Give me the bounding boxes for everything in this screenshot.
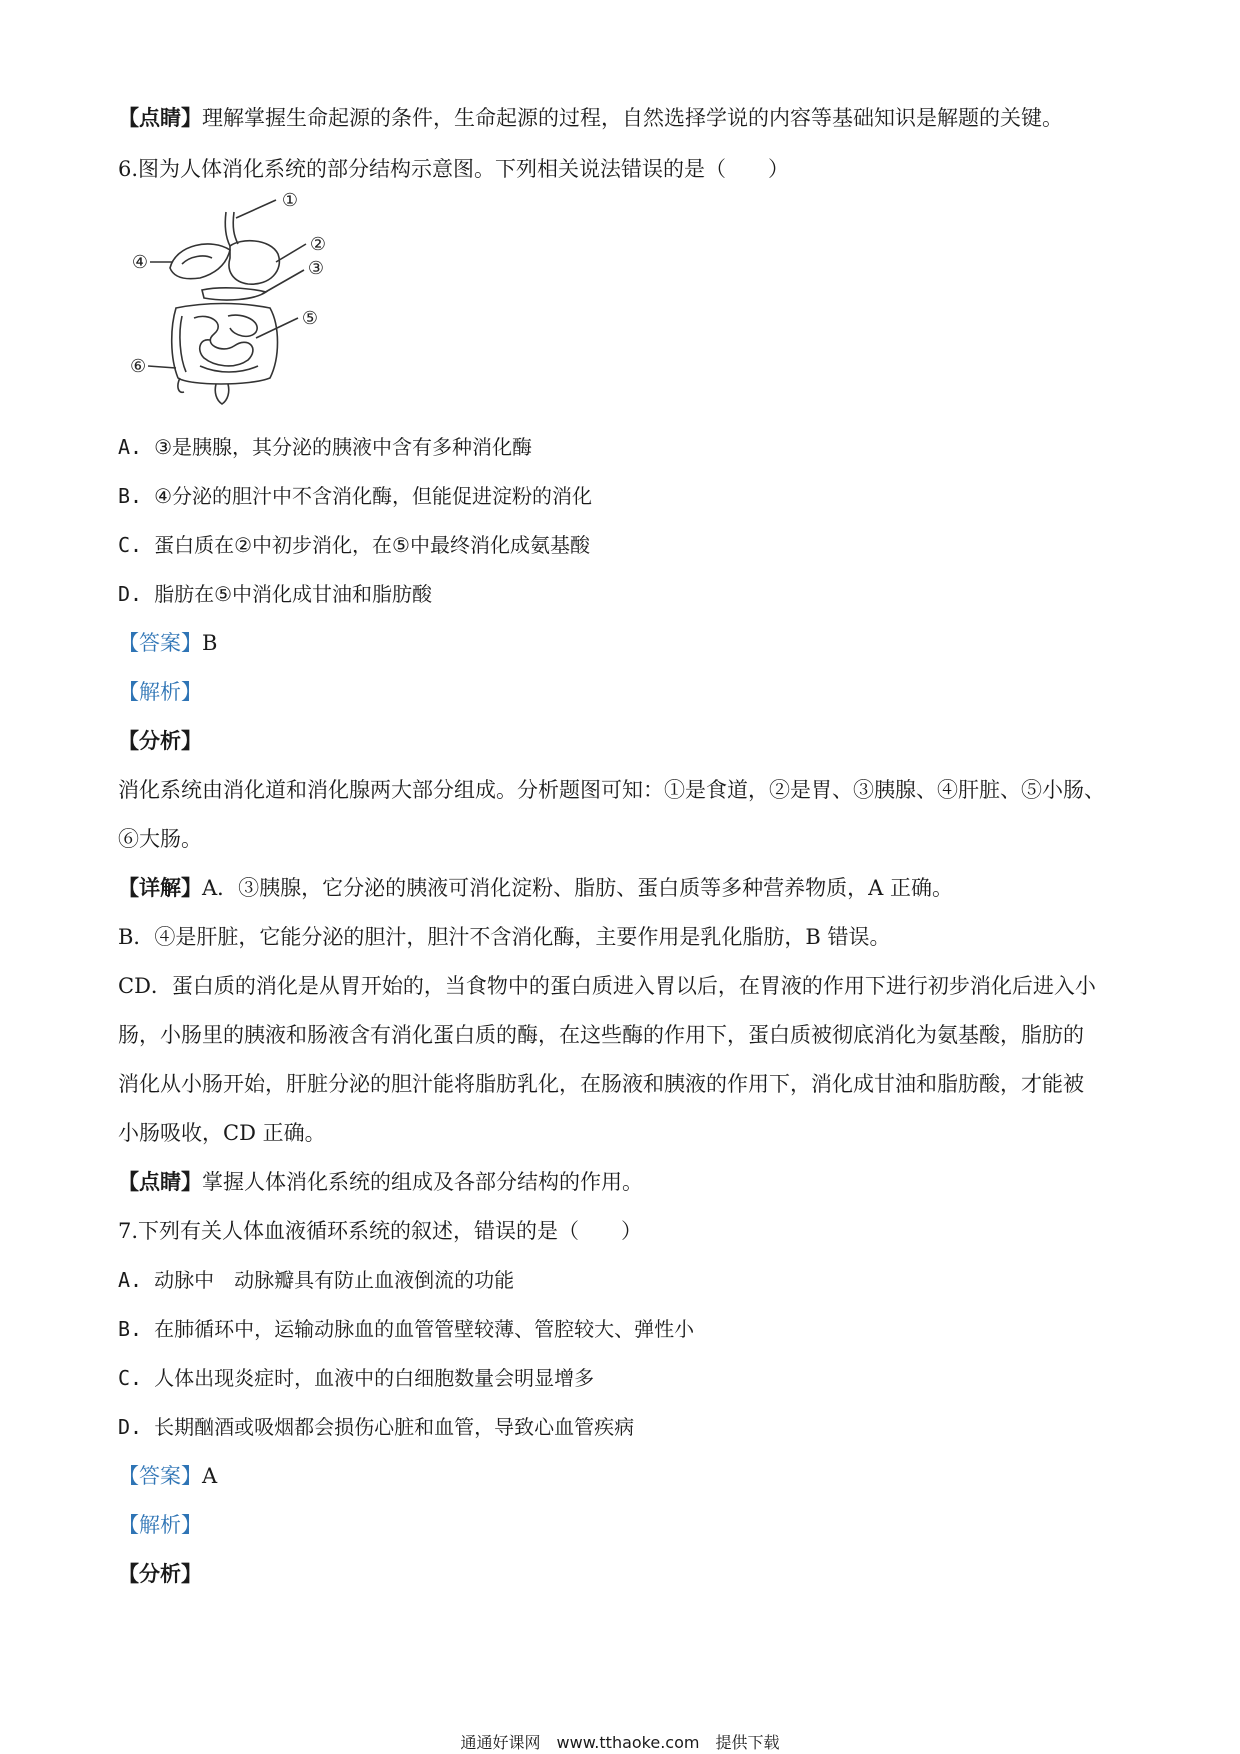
q6-detail-cd-4: 小肠吸收，CD 正确。 xyxy=(118,1121,326,1145)
liver-shape xyxy=(170,244,230,279)
diagram-label-5: ⑤ xyxy=(301,308,319,329)
option-letter: C. xyxy=(118,1366,143,1390)
small-intestine-shape xyxy=(194,316,253,366)
q7-option-b[interactable] xyxy=(118,1315,694,1343)
q6-analysis-line-1: 消化系统由消化道和消化腺两大部分组成。分析题图可知：①是食道，②是胃、③胰腺、④肝脏、⑤小肠、 xyxy=(118,778,1105,802)
dianjing-tag: 【点睛】 xyxy=(118,1169,202,1194)
q6-jiexi-tag: 【解析】 xyxy=(118,680,202,704)
dianjing-text: 掌握人体消化系统的组成及各部分结构的作用。 xyxy=(202,1170,643,1194)
option-letter: D. xyxy=(118,1415,143,1439)
q6-fenxi-tag: 【分析】 xyxy=(118,728,202,753)
q7-option-d[interactable] xyxy=(118,1413,634,1441)
q6-detail-cd-2: 肠，小肠里的胰液和肠液含有消化蛋白质的酶，在这些酶的作用下，蛋白质被彻底消化为氨基酸，脂肪的 xyxy=(118,1023,1084,1047)
option-text: 长期酗酒或吸烟都会损伤心脏和血管，导致心血管疾病 xyxy=(154,1415,635,1439)
detail-tag: 【详解】 xyxy=(118,875,202,900)
esophagus-shape xyxy=(225,212,230,246)
option-text: ④分泌的胆汁中不含消化酶，但能促进淀粉的消化 xyxy=(154,484,593,508)
diagram-label-1: ① xyxy=(281,190,299,211)
option-letter: A. xyxy=(118,435,143,459)
q6-option-d[interactable] xyxy=(118,580,432,608)
answer-value: B xyxy=(202,631,218,655)
q7-fenxi-tag: 【分析】 xyxy=(118,1561,202,1586)
answer-value: A xyxy=(202,1464,218,1488)
answer-tag: 【答案】 xyxy=(118,1464,202,1488)
q7-stem: 7.下列有关人体血液循环系统的叙述，错误的是（ ） xyxy=(118,1219,643,1243)
option-letter: B. xyxy=(118,484,143,508)
q6-detail-b: B．④是肝脏，它能分泌的胆汁，胆汁不含消化酶，主要作用是乳化脂肪，B 错误。 xyxy=(118,925,891,949)
answer-tag: 【答案】 xyxy=(118,631,202,655)
q6-dianjing xyxy=(118,1168,643,1196)
q6-answer xyxy=(118,629,217,657)
q7-option-c[interactable] xyxy=(118,1364,594,1392)
q6-detail-a xyxy=(118,874,953,902)
q7-option-a[interactable] xyxy=(118,1266,514,1294)
q6-stem: 6.图为人体消化系统的部分结构示意图。下列相关说法错误的是（ ） xyxy=(118,157,790,181)
prev-dianjing-line xyxy=(118,104,1063,132)
diagram-label-6: ⑥ xyxy=(129,356,147,377)
q6-option-b[interactable] xyxy=(118,482,592,510)
diagram-label-2: ② xyxy=(309,234,327,255)
option-letter: D. xyxy=(118,582,143,606)
q6-detail-cd-1: CD．蛋白质的消化是从胃开始的，当食物中的蛋白质进入胃以后，在胃液的作用下进行初步消化后进入小 xyxy=(118,974,1096,998)
option-letter: A. xyxy=(118,1268,143,1292)
q6-option-c[interactable] xyxy=(118,531,590,559)
detail-text: A．③胰腺，它分泌的胰液可消化淀粉、脂肪、蛋白质等多种营养物质，A 正确。 xyxy=(202,876,954,900)
q7-answer xyxy=(118,1462,217,1490)
q6-detail-cd-3: 消化从小肠开始，肝脏分泌的胆汁能将脂肪乳化，在肠液和胰液的作用下，消化成甘油和脂肪酸，才能被 xyxy=(118,1072,1084,1096)
diagram-label-3: ③ xyxy=(307,258,325,279)
q6-option-a[interactable] xyxy=(118,433,532,461)
option-text: 脂肪在⑤中消化成甘油和脂肪酸 xyxy=(154,582,433,606)
diagram-label-4: ④ xyxy=(131,252,149,273)
page-footer: 通通好课网 www.tthaoke.com 提供下载 xyxy=(460,1733,780,1752)
pancreas-shape xyxy=(202,288,266,300)
option-letter: C. xyxy=(118,533,143,557)
option-text: 蛋白质在②中初步消化，在⑤中最终消化成氨基酸 xyxy=(154,533,590,557)
dianjing-text: 理解掌握生命起源的条件，生命起源的过程，自然选择学说的内容等基础知识是解题的关键。 xyxy=(202,106,1063,130)
dianjing-tag: 【点睛】 xyxy=(118,105,202,130)
stomach-shape xyxy=(229,241,279,284)
option-text: 动脉中 动脉瓣具有防止血液倒流的功能 xyxy=(154,1268,515,1292)
option-letter: B. xyxy=(118,1317,143,1341)
q6-analysis-line-2: ⑥大肠。 xyxy=(118,827,202,851)
q7-jiexi-tag: 【解析】 xyxy=(118,1513,202,1537)
digestive-system-diagram xyxy=(129,190,330,408)
option-text: 人体出现炎症时，血液中的白细胞数量会明显增多 xyxy=(154,1366,595,1390)
option-text: 在肺循环中，运输动脉血的血管管壁较薄、管腔较大、弹性小 xyxy=(154,1317,695,1341)
option-text: ③是胰腺，其分泌的胰液中含有多种消化酶 xyxy=(154,435,533,459)
